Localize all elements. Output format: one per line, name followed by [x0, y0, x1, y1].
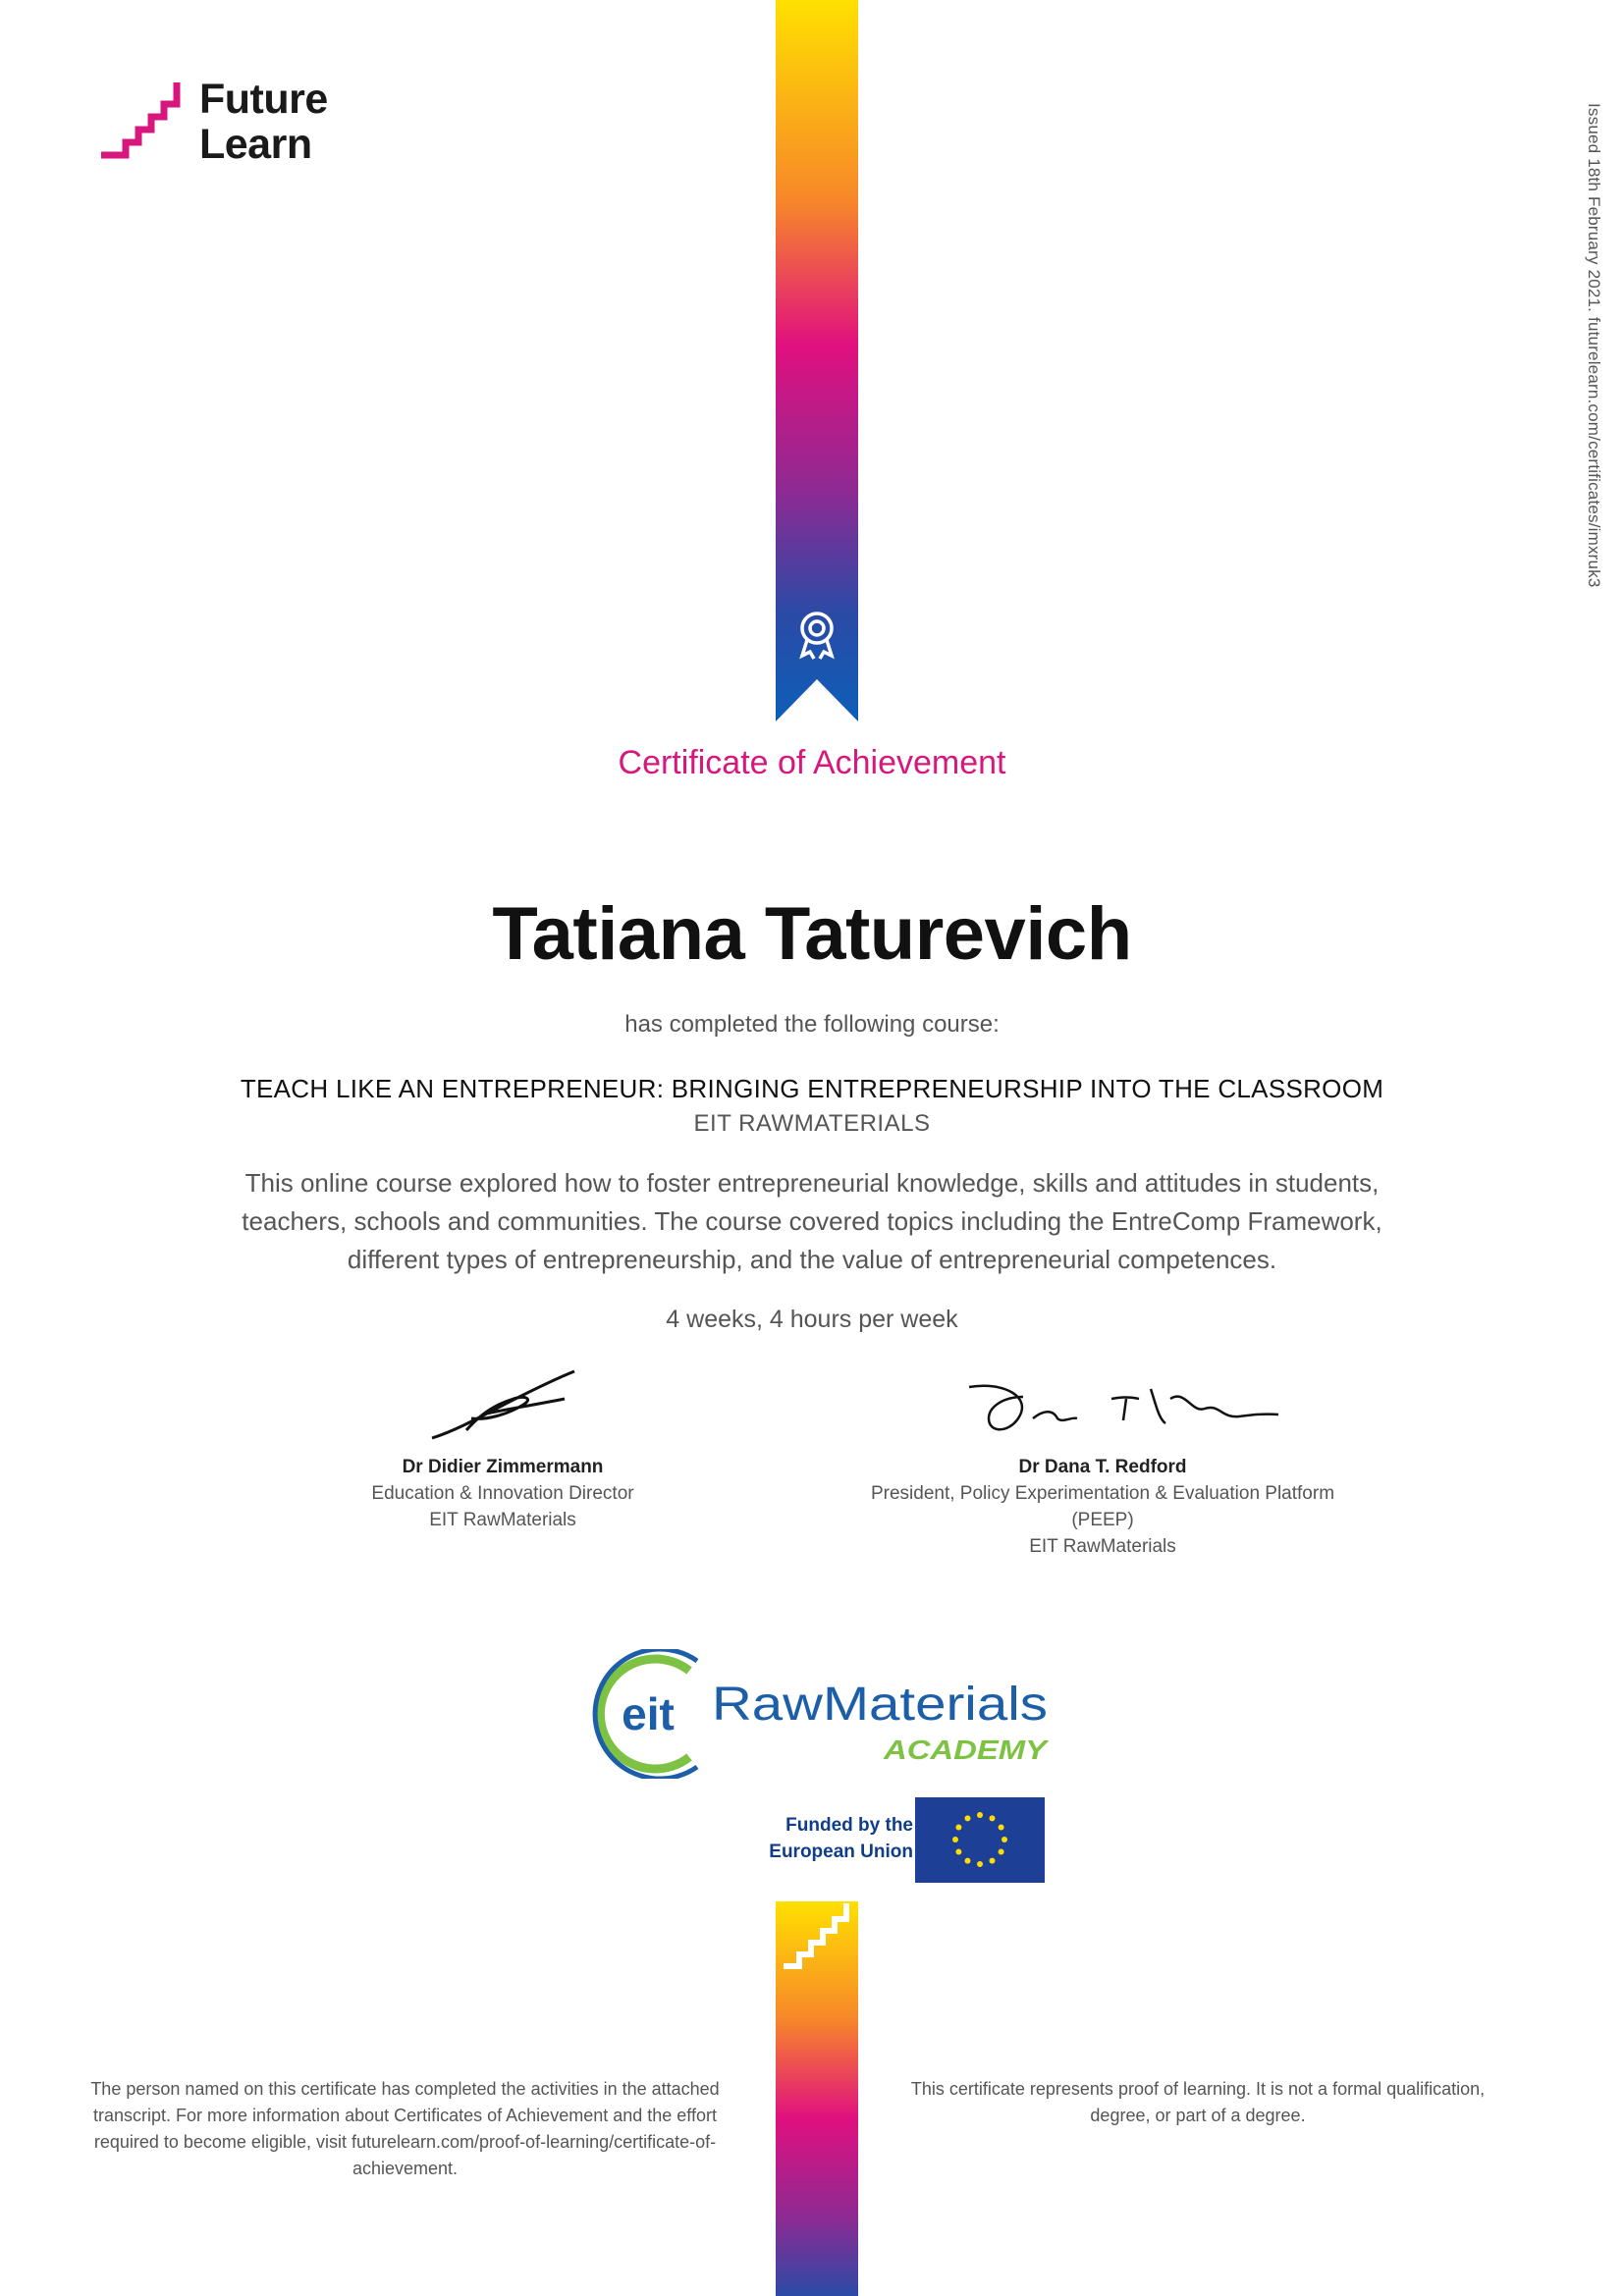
ribbon-top [776, 0, 858, 721]
signatory-name: Dr Dana T. Redford [1018, 1457, 1187, 1477]
signatory-org: EIT RawMaterials [429, 1510, 576, 1530]
funded-line2: European Union [769, 1842, 913, 1862]
funded-by-eu-text [727, 1812, 913, 1865]
course-title: TEACH LIKE AN ENTREPRENEUR: BRINGING ENTREPRENEURSHIP INTO THE CLASSROOM [240, 1074, 1384, 1103]
footer-right-note: This certificate represents proof of learning. It is not a formal qualification, degree, or part of a degree. [910, 2079, 1486, 2125]
signature-zimmermann [427, 1369, 584, 1443]
certificate-title: Certificate of Achievement [618, 744, 1006, 781]
signatory-1 [247, 1454, 758, 1533]
eit-text: eit [622, 1688, 675, 1739]
signatory-role: President, Policy Experimentation & Evaluation Platform (PEEP) [870, 1483, 1335, 1530]
funded-line1: Funded by the [785, 1815, 913, 1836]
rawmaterials-text: RawMaterials [712, 1679, 1048, 1731]
wordmark-line2: Learn [199, 121, 312, 168]
academy-text: ACADEMY [882, 1735, 1050, 1765]
futurelearn-wordmark [199, 77, 328, 167]
course-description: This online course explored how to foster entrepreneurial knowledge, skills and attitudes in students, teachers, schools and communities. The course covered topics including the EntreComp Framework, different types of entrepreneurship, and the value of entrepreneurial competences. [242, 1168, 1382, 1274]
signatory-2 [847, 1454, 1358, 1560]
signatory-name: Dr Didier Zimmermann [402, 1457, 604, 1477]
signature-redford [964, 1379, 1280, 1438]
eit-rawmaterials-logo [581, 1649, 1053, 1779]
steps-icon [101, 82, 177, 155]
course-duration: 4 weeks, 4 hours per week [666, 1306, 958, 1333]
issued-text: Issued 18th February 2021. futurelearn.com/certificates/imxruk3 [1585, 103, 1603, 588]
course-organisation: EIT RAWMATERIALS [693, 1110, 931, 1137]
signatory-role: Education & Innovation Director [371, 1483, 634, 1504]
signatory-org: EIT RawMaterials [1029, 1536, 1176, 1557]
eu-flag-icon [915, 1797, 1045, 1883]
completed-text: has completed the following course: [624, 1011, 1000, 1038]
footer-left-note: The person named on this certificate has completed the activities in the attached transcript. For more information about Certificates of Achievement and the effort required to become eligible, visit futurelearn.com/proof-of-learning/certificate-of-achievement. [90, 2079, 720, 2178]
wordmark-line1: Future [199, 76, 328, 123]
recipient-name: Tatiana Taturevich [492, 892, 1132, 976]
ribbon-bottom [776, 1901, 858, 2296]
